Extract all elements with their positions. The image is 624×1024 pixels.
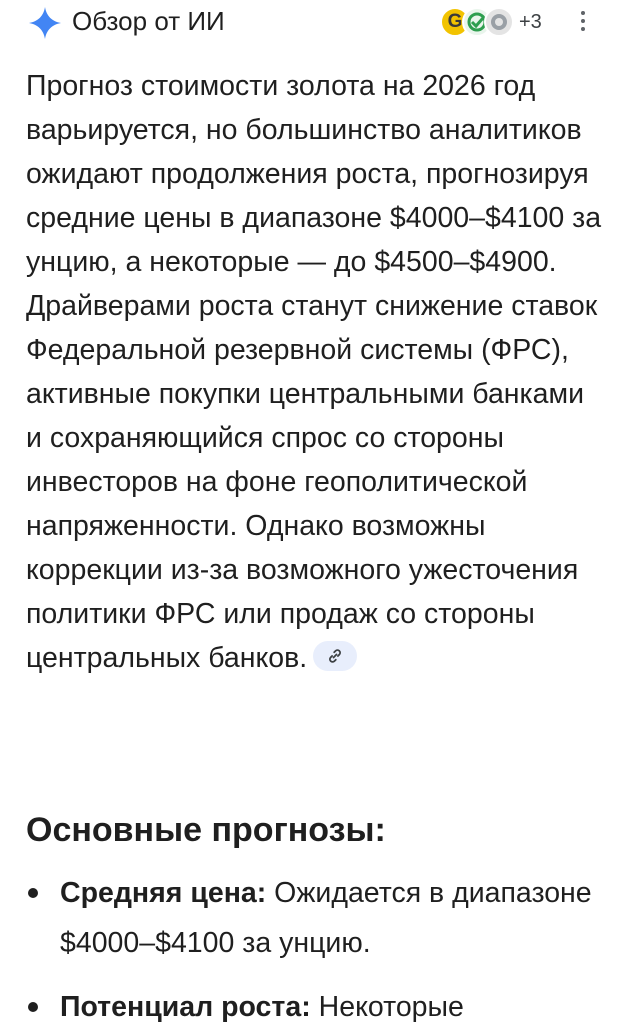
bullet-text: Некоторые: [310, 991, 464, 1023]
overview-body: [26, 64, 604, 680]
bullet-icon: [28, 1002, 38, 1012]
bullet-label: Средняя цена:: [60, 877, 267, 909]
bullet-icon: [28, 888, 38, 898]
bullet-text: Ожидается в диапазоне $4000–$4100 за унцию.: [60, 877, 592, 959]
more-sources-count: +3: [519, 11, 542, 33]
source-link-chip[interactable]: [313, 641, 357, 671]
forecast-list: [26, 868, 616, 1024]
more-options-icon[interactable]: [576, 8, 590, 36]
link-icon: [326, 647, 344, 665]
ai-overview-title: Обзор от ИИ: [72, 6, 225, 36]
bullet-label: Потенциал роста:: [60, 991, 311, 1023]
overview-text: Прогноз стоимости золота на 2026 год варьируется, но большинство аналитиков ожидают продолжения роста, прогнозируя средние цены в диапазоне $4000–$4100 за унцию, а некоторые — до $4500–$4900. Драйверами роста станут снижение ставок Федеральной резервной системы (ФРС), активные покупки центральными банками и сохраняющийся спрос со стороны инвесторов на фоне геополитической напряженности. Однако возможны коррекции из-за возможного ужесточения политики ФРС или продаж со стороны центральных банков.: [26, 70, 602, 674]
list-item: [26, 868, 616, 968]
source-g-icon: G: [440, 7, 470, 37]
ai-overview-header: [0, 0, 624, 44]
ai-sparkle-icon: [28, 6, 62, 40]
list-item: [26, 982, 616, 1024]
key-forecasts-heading: Основные прогнозы:: [26, 811, 386, 849]
source-favicons-button[interactable]: [440, 4, 560, 40]
source-globe-icon: [484, 7, 514, 37]
overview-paragraph: [26, 64, 604, 680]
